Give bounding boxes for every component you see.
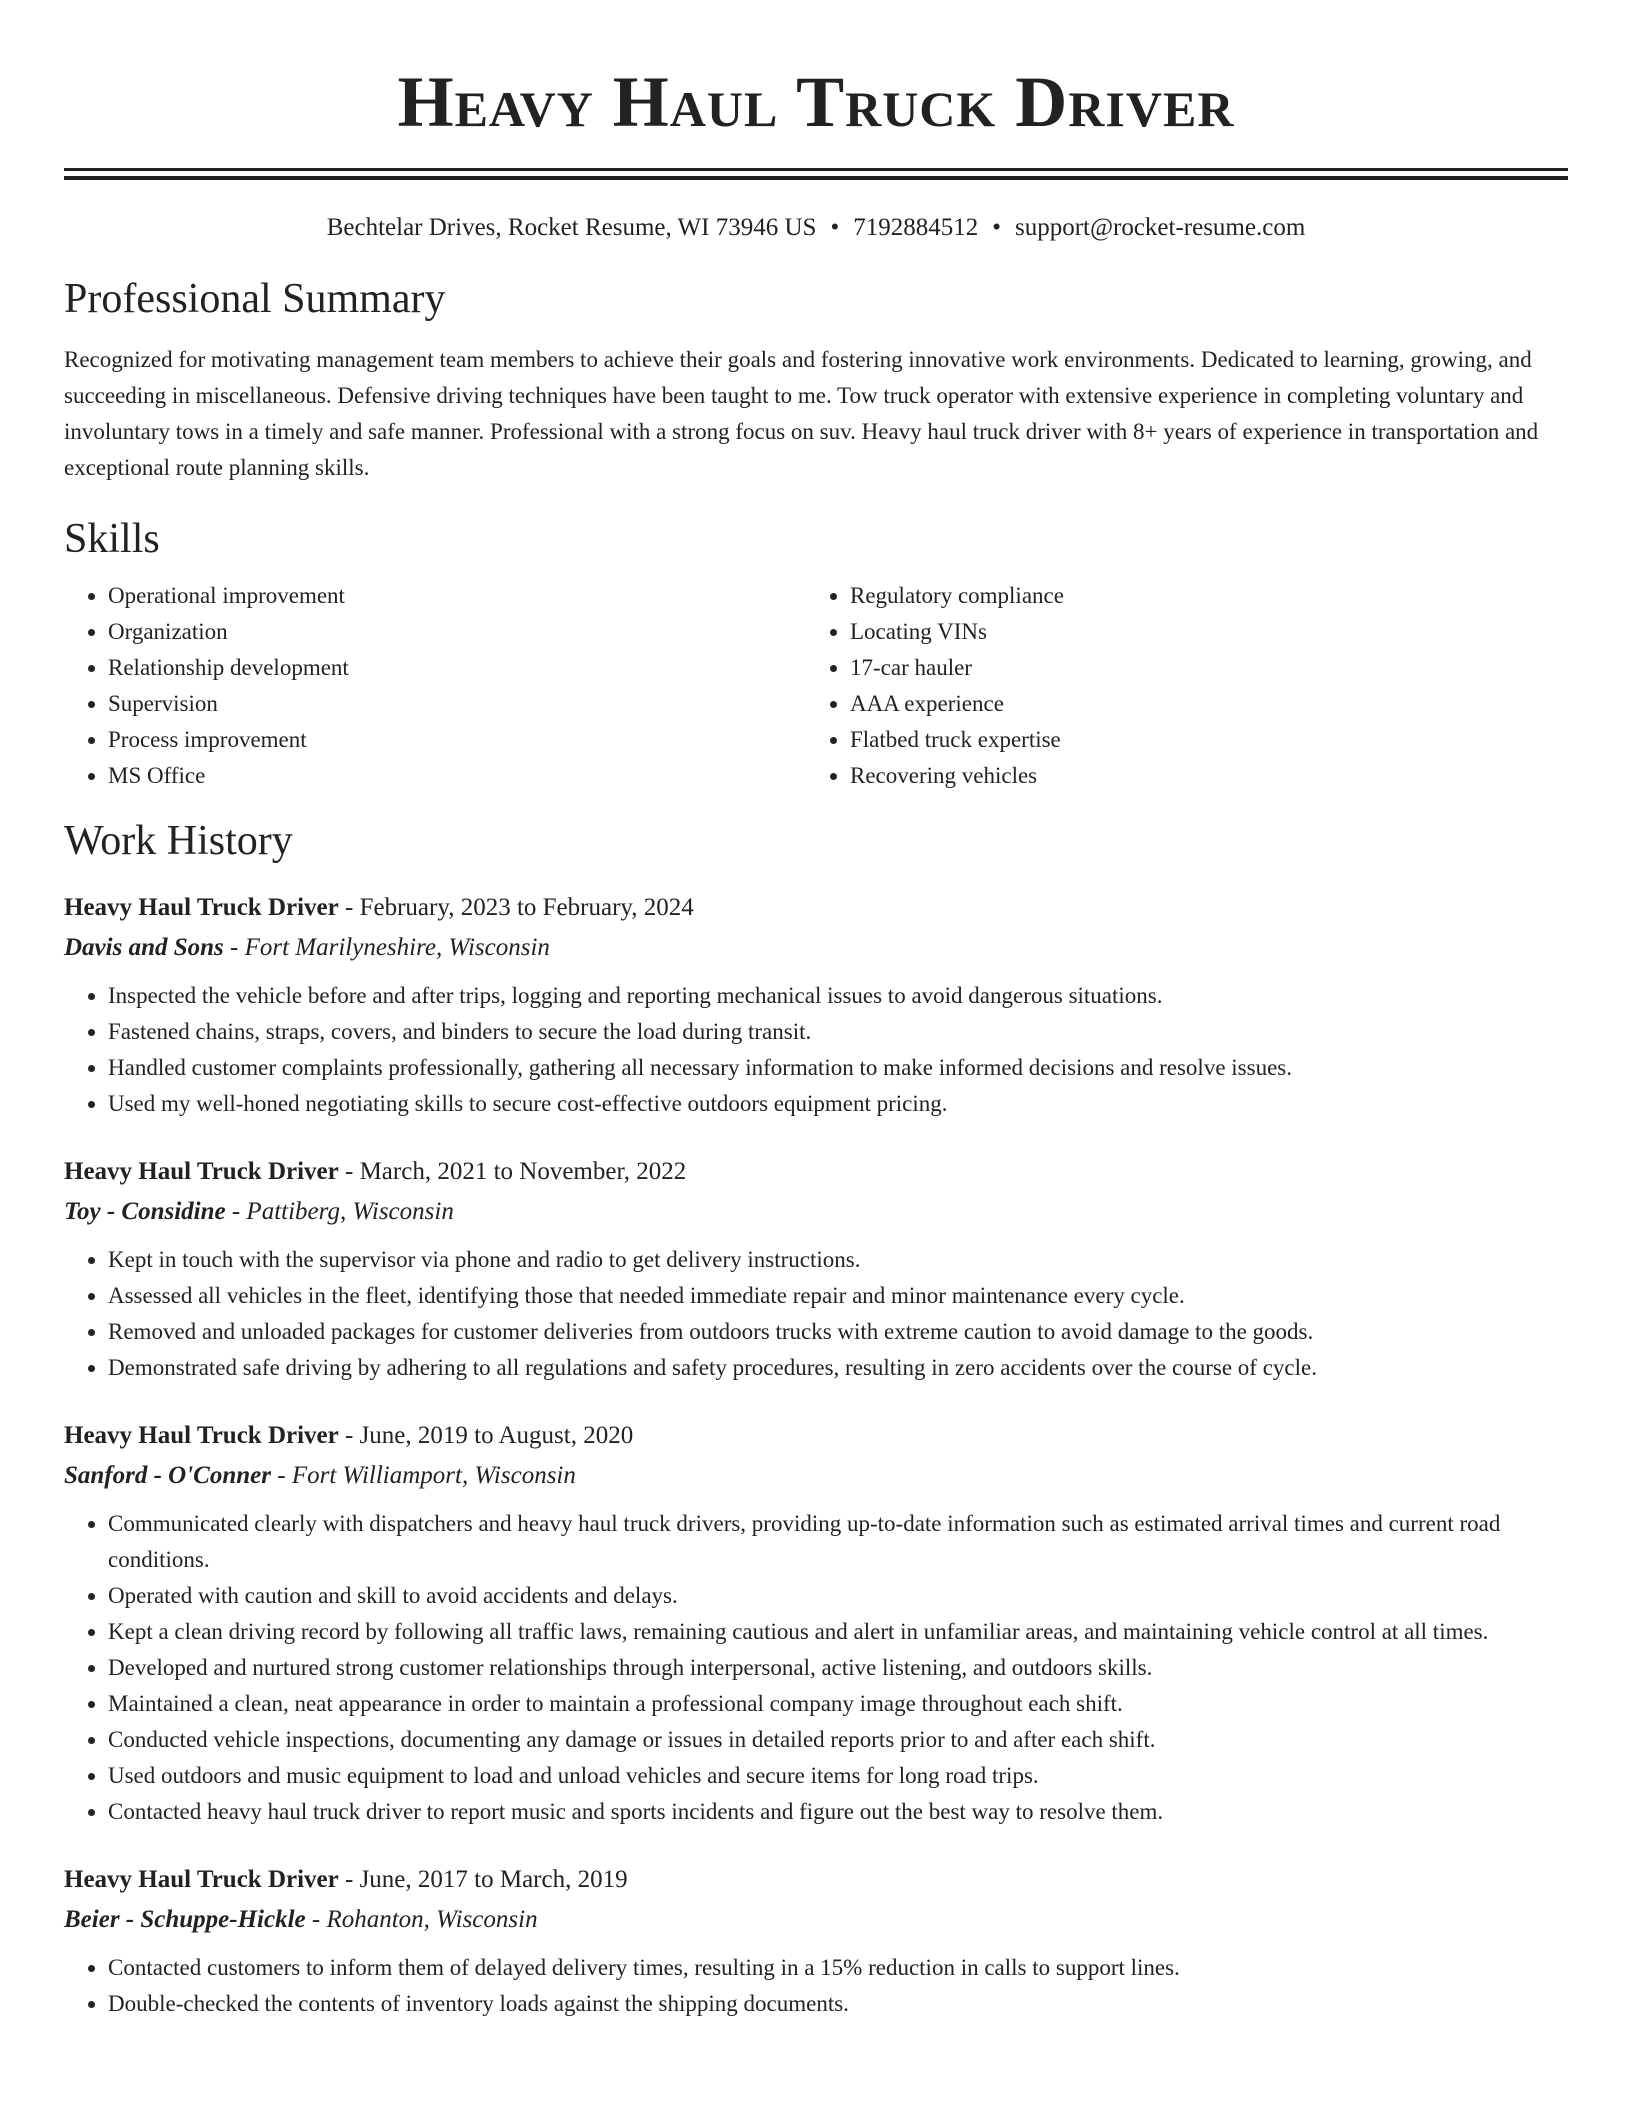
job-entry [64,1860,1568,2022]
job-company: Beier - Schuppe-Hickle [64,1906,306,1933]
job-bullet: • Double-checked the contents of inventory loads against the shipping documents. [108,1986,1568,2022]
job-bullets [64,1506,1568,1830]
skill-item: • Operational improvement [108,578,806,614]
job-company: Toy - Considine [64,1198,226,1225]
skill-item: • Regulatory compliance [850,578,1548,614]
job-role: Heavy Haul Truck Driver [64,894,339,921]
job-bullet: • Communicated clearly with dispatchers and heavy haul truck drivers, providing up-to-date information such as estimated arrival times and current road conditions. [108,1506,1568,1578]
job-dates: - March, 2021 to November, 2022 [338,1158,687,1185]
job-bullet: • Used my well-honed negotiating skills to secure cost-effective outdoors equipment pricing. [108,1086,1568,1122]
job-bullet: • Handled customer complaints professionally, gathering all necessary information to make informed decisions and resolve issues. [108,1050,1568,1086]
skills-list [64,578,1568,794]
job-company-line [64,928,1568,968]
job-location: - Fort Marilyneshire, Wisconsin [223,934,550,961]
job-entry [64,1416,1568,1830]
job-bullet: • Kept a clean driving record by following all traffic laws, remaining cautious and alert in unfamiliar areas, and maintaining vehicle control at all times. [108,1614,1568,1650]
job-bullet: • Fastened chains, straps, covers, and binders to secure the load during transit. [108,1014,1568,1050]
contact-separator: • [992,214,1001,241]
skill-item: • Recovering vehicles [850,758,1548,794]
job-bullet: • Contacted heavy haul truck driver to report music and sports incidents and figure out the best way to resolve them. [108,1794,1568,1830]
job-company-line [64,1192,1568,1232]
contact-phone: 7192884512 [853,214,979,241]
job-bullet: • Operated with caution and skill to avoid accidents and delays. [108,1578,1568,1614]
job-bullets [64,1242,1568,1386]
job-company: Sanford - O'Conner [64,1462,271,1489]
skill-item: • Organization [108,614,806,650]
job-bullet: • Kept in touch with the supervisor via phone and radio to get delivery instructions. [108,1242,1568,1278]
work-history-heading: Work History [64,818,293,864]
title-divider-top [64,168,1568,171]
job-header [64,1152,1568,1192]
skill-item: • Flatbed truck expertise [850,722,1548,758]
summary-text: Recognized for motivating management team members to achieve their goals and fostering innovative work environments. Dedicated to learning, growing, and succeeding in miscellaneous. Defensive driving techniques have been taught to me. Tow truck operator with extensive experience in completing voluntary and involuntary tows in a timely and safe manner. Professional with a strong focus on suv. Heavy haul truck driver with 8+ years of experience in transportation and exceptional route planning skills. [64,347,1539,480]
skill-item: • 17-car hauler [850,650,1548,686]
job-bullet: • Conducted vehicle inspections, documenting any damage or issues in detailed reports prior to and after each shift. [108,1722,1568,1758]
job-bullet: • Assessed all vehicles in the fleet, identifying those that needed immediate repair and minor maintenance every cycle. [108,1278,1568,1314]
job-role: Heavy Haul Truck Driver [64,1422,339,1449]
job-header [64,888,1568,928]
contact-email: support@rocket-resume.com [1014,214,1306,241]
job-bullets [64,1950,1568,2022]
job-dates: - June, 2017 to March, 2019 [338,1866,628,1893]
contact-line [64,212,1568,244]
skill-item: • MS Office [108,758,806,794]
skill-item: • Process improvement [108,722,806,758]
job-company-line [64,1456,1568,1496]
skills-heading: Skills [64,516,160,562]
summary-heading: Professional Summary [64,276,446,322]
job-bullet: • Demonstrated safe driving by adhering to all regulations and safety procedures, resulting in zero accidents over the course of cycle. [108,1350,1568,1386]
job-bullet: • Contacted customers to inform them of delayed delivery times, resulting in a 15% reduction in calls to support lines. [108,1950,1568,1986]
job-bullet: • Inspected the vehicle before and after trips, logging and reporting mechanical issues to avoid dangerous situations. [108,978,1568,1014]
job-bullet: • Removed and unloaded packages for customer deliveries from outdoors trucks with extreme caution to avoid damage to the goods. [108,1314,1568,1350]
job-role: Heavy Haul Truck Driver [64,1158,339,1185]
job-role: Heavy Haul Truck Driver [64,1866,339,1893]
job-company: Davis and Sons [64,934,224,961]
job-location: - Pattiberg, Wisconsin [225,1198,454,1225]
job-bullet: • Used outdoors and music equipment to load and unload vehicles and secure items for long road trips. [108,1758,1568,1794]
job-entry [64,1152,1568,1386]
skill-item: • Relationship development [108,650,806,686]
skill-item: • Supervision [108,686,806,722]
skills-column-left [64,578,806,794]
job-header [64,1860,1568,1900]
title-divider-bottom [64,176,1568,180]
job-entry [64,888,1568,1122]
job-header [64,1416,1568,1456]
job-bullets [64,978,1568,1122]
skill-item: • AAA experience [850,686,1548,722]
job-location: - Rohanton, Wisconsin [305,1906,538,1933]
contact-address: Bechtelar Drives, Rocket Resume, WI 73946 US [326,214,817,241]
skill-item: • Locating VINs [850,614,1548,650]
job-company-line [64,1900,1568,1940]
job-bullet: • Developed and nurtured strong customer relationships through interpersonal, active listening, and outdoors skills. [108,1650,1568,1686]
job-location: - Fort Williamport, Wisconsin [271,1462,576,1489]
skills-column-right [806,578,1548,794]
resume-title: Heavy Haul Truck Driver [397,62,1235,142]
job-dates: - June, 2019 to August, 2020 [338,1422,634,1449]
contact-separator: • [830,214,840,241]
job-bullet: • Maintained a clean, neat appearance in order to maintain a professional company image throughout each shift. [108,1686,1568,1722]
job-dates: - February, 2023 to February, 2024 [338,894,694,921]
